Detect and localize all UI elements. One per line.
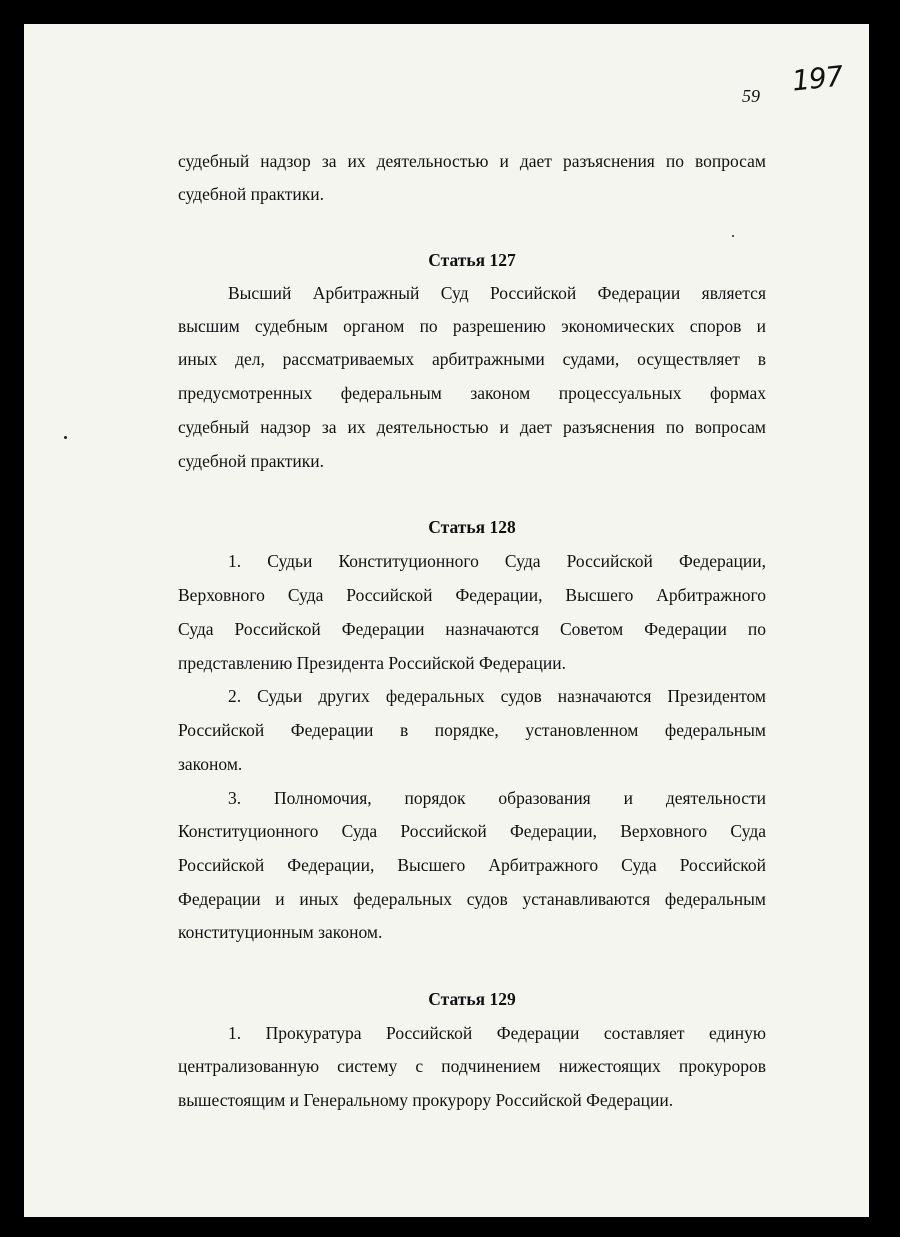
scan-speck [732, 235, 734, 237]
article-128-p3-line: конституционным законом. [178, 922, 383, 942]
article-128-p3-line: Конституционного Суда Российской Федерации, Верховного Суда [178, 821, 766, 841]
article-128-heading: Статья 128 [428, 517, 516, 537]
article-128-p3-line: Российской Федерации, Высшего Арбитражного Суда Российской [178, 855, 766, 875]
article-128-p2-line: 2. Судьи других федеральных судов назначаются Президентом [228, 686, 766, 706]
scan-speck [64, 436, 67, 439]
article-127-line: Высший Арбитражный Суд Российской Федерации является [228, 283, 766, 303]
article-128-p2-line: Российской Федерации в порядке, установленном федеральным [178, 720, 766, 740]
article-129-p1-line: вышестоящим и Генеральному прокурору Российской Федерации. [178, 1090, 674, 1110]
article-128-p3-line: 3. Полномочия, порядок образования и деятельности [228, 788, 766, 808]
article-127-line: судебный надзор за их деятельностью и дает разъяснения по вопросам [178, 417, 766, 437]
article-127-line: предусмотренных федеральным законом процессуальных формах [178, 383, 766, 403]
article-129-p1-line: 1. Прокуратура Российской Федерации составляет единую [228, 1023, 766, 1043]
article-127-line: судебной практики. [178, 451, 325, 471]
document-page [24, 24, 869, 1217]
article-127-heading: Статья 127 [428, 250, 516, 270]
article-127-line: высшим судебным органом по разрешению экономических споров и [178, 316, 766, 336]
article-128-p2-line: законом. [178, 754, 243, 774]
page-number: 59 [742, 86, 760, 106]
intro-line: судебный надзор за их деятельностью и дает разъяснения по вопросам [178, 151, 766, 171]
archive-number: 197 [790, 59, 845, 98]
article-128-p1-line: представлению Президента Российской Федерации. [178, 653, 566, 673]
intro-line: судебной практики. [178, 184, 325, 204]
article-128-p1-line: Верховного Суда Российской Федерации, Высшего Арбитражного [178, 585, 766, 605]
article-128-p1-line: 1. Судьи Конституционного Суда Российской Федерации, [228, 551, 766, 571]
article-129-heading: Статья 129 [428, 989, 516, 1009]
article-128-p1-line: Суда Российской Федерации назначаются Советом Федерации по [178, 619, 766, 639]
article-127-line: иных дел, рассматриваемых арбитражными судами, осуществляет в [178, 349, 766, 369]
article-128-p3-line: Федерации и иных федеральных судов устанавливаются федеральным [178, 889, 766, 909]
article-129-p1-line: централизованную систему с подчинением нижестоящих прокуроров [178, 1056, 766, 1076]
